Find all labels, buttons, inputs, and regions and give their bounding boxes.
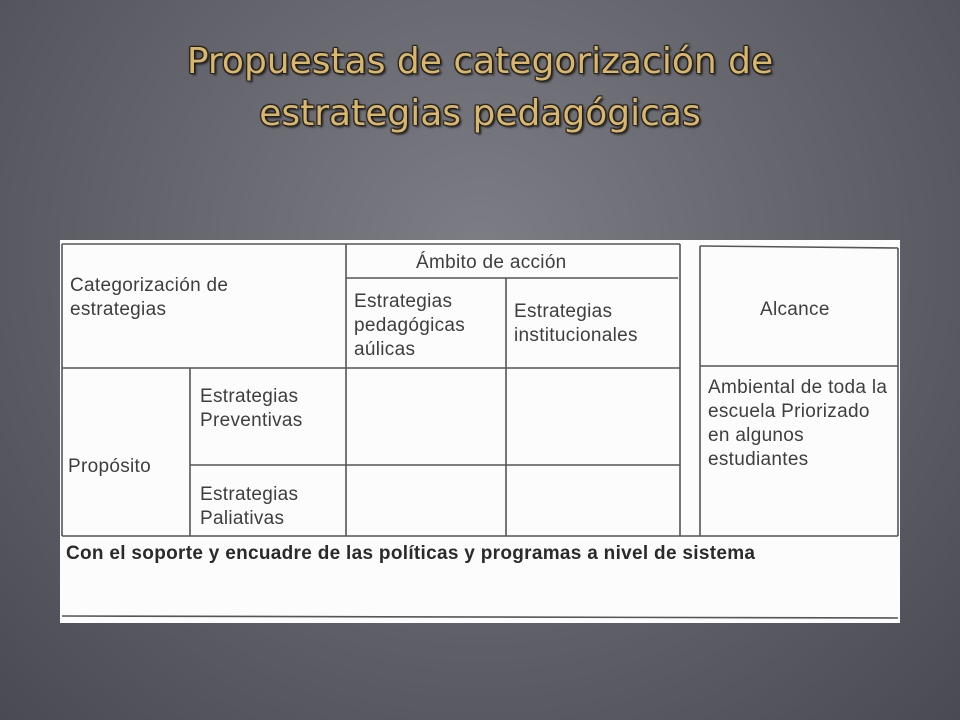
slide-title-line2: estrategias pedagógicas bbox=[259, 93, 701, 134]
alcance-text: Ambiental de toda la escuela Priorizado en algunos estudiantes bbox=[708, 377, 888, 470]
header-aulicas: Estrategias pedagógicas aúlicas bbox=[354, 291, 466, 360]
header-ambito: Ámbito de acción bbox=[416, 252, 567, 273]
row-preventivas: Estrategias Preventivas bbox=[200, 386, 303, 431]
slide-title-line1: Propuestas de categorización de bbox=[186, 41, 774, 82]
header-institucionales: Estrategias institucionales bbox=[514, 301, 638, 346]
row-paliativas: Estrategias Paliativas bbox=[200, 484, 299, 529]
slide-title bbox=[60, 36, 900, 140]
header-alcance: Alcance bbox=[760, 299, 830, 320]
scanned-table bbox=[60, 240, 900, 623]
row-proposito: Propósito bbox=[68, 456, 151, 477]
header-categorizacion: Categorización de estrategias bbox=[70, 275, 229, 320]
footer-note: Con el soporte y encuadre de las políticas y programas a nivel de sistema bbox=[66, 543, 756, 564]
